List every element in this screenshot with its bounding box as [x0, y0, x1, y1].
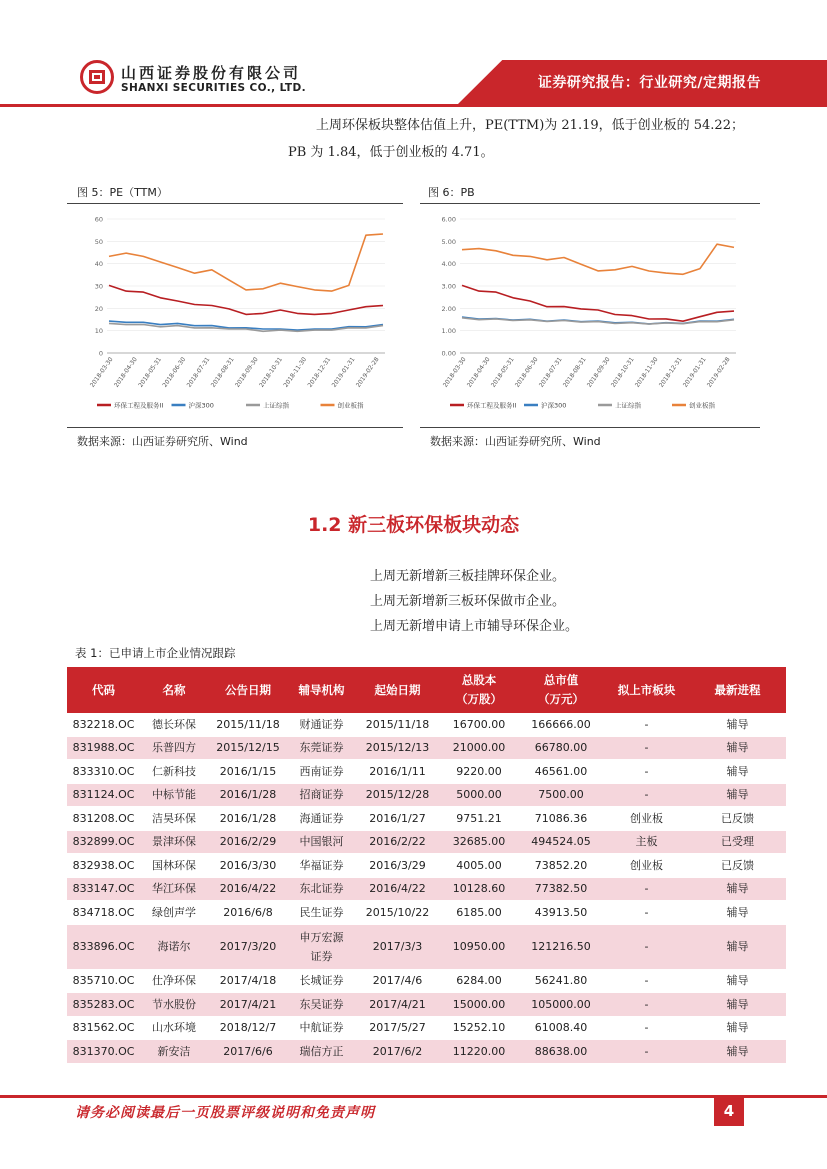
table-cell: 2015/11/18	[208, 713, 288, 736]
pb-chart	[420, 205, 760, 425]
table-cell: 2017/4/21	[208, 993, 288, 1017]
table-cell: 国林环保	[140, 854, 208, 878]
y-tick-label: 30	[94, 282, 103, 291]
table-cell: 2017/6/2	[355, 1040, 440, 1064]
table-cell: 2016/1/27	[355, 807, 440, 831]
x-tick-label: 2018-06-30	[513, 356, 540, 389]
table-cell: 中国银河	[288, 830, 355, 854]
y-tick-label: 2.00	[441, 304, 456, 313]
figure-5-bottom-rule	[67, 427, 403, 428]
table-cell: 46561.00	[518, 760, 604, 784]
table-cell: 2016/4/22	[355, 877, 440, 901]
table-cell: -	[604, 760, 689, 784]
header-board: 拟上市板块	[604, 667, 689, 713]
x-tick-label: 2019-02-28	[705, 356, 732, 389]
table-cell: 9220.00	[440, 760, 518, 784]
table-cell: 77382.50	[518, 877, 604, 901]
header-tutor: 辅导机构	[288, 667, 355, 713]
legend-label: 环保工程及服务II	[114, 401, 164, 410]
table-cell: 海诺尔	[140, 924, 208, 969]
table-cell: 辅导	[689, 713, 786, 736]
table-row	[67, 877, 786, 901]
table-cell: 辅导	[689, 1016, 786, 1040]
table-cell: 10950.00	[440, 924, 518, 969]
table-cell: 2016/6/8	[208, 901, 288, 925]
table-cell: 494524.05	[518, 830, 604, 854]
legend-label: 沪深300	[541, 401, 567, 410]
table-cell: 已反馈	[689, 807, 786, 831]
table-cell: 43913.50	[518, 901, 604, 925]
table-cell: -	[604, 783, 689, 807]
table-cell: 61008.40	[518, 1016, 604, 1040]
footer-rule	[0, 1095, 827, 1098]
table-cell: 6284.00	[440, 969, 518, 993]
intro-line-1: 上周环保板块整体估值上升，PE(TTM)为 21.19，低于创业板的 54.22；	[316, 118, 744, 133]
x-tick-label: 2018-10-31	[609, 356, 636, 389]
table-cell: 833147.OC	[67, 877, 140, 901]
x-tick-label: 2018-05-31	[137, 356, 164, 389]
series-line-3	[462, 244, 734, 274]
x-tick-label: 2019-01-31	[681, 356, 708, 389]
table-cell: 833310.OC	[67, 760, 140, 784]
x-tick-label: 2018-11-30	[282, 356, 309, 389]
table-cell: 831988.OC	[67, 736, 140, 760]
section-line-3: 上周无新增申请上市辅导环保企业。	[370, 619, 579, 634]
table-cell: 申万宏源证券	[288, 924, 355, 969]
figure-5-caption: 图 5：PE（TTM）	[77, 186, 168, 199]
table-cell: 831208.OC	[67, 807, 140, 831]
header-code: 代码	[67, 667, 140, 713]
table-cell: 2016/3/29	[355, 854, 440, 878]
header-name: 名称	[140, 667, 208, 713]
table-cell: 已反馈	[689, 854, 786, 878]
page-number: 4	[714, 1096, 744, 1126]
table-cell: 已受理	[689, 830, 786, 854]
x-tick-label: 2018-10-31	[258, 356, 284, 389]
company-logo-icon	[80, 60, 114, 94]
table-cell: 节水股份	[140, 993, 208, 1017]
table-cell: 招商证券	[288, 783, 355, 807]
x-tick-label: 2018-08-31	[561, 356, 588, 389]
table-cell: -	[604, 993, 689, 1017]
table-cell: 2017/4/21	[355, 993, 440, 1017]
table-cell: 东北证券	[288, 877, 355, 901]
figure-5-top-rule	[67, 203, 403, 204]
table-cell: 834718.OC	[67, 901, 140, 925]
table-cell: 东莞证券	[288, 736, 355, 760]
table-cell: -	[604, 1016, 689, 1040]
table-cell: 71086.36	[518, 807, 604, 831]
legend-label: 创业板指	[689, 401, 715, 410]
y-tick-label: 40	[94, 260, 103, 269]
report-type: 证券研究报告：行业研究/定期报告	[537, 75, 761, 91]
table-cell: 华福证券	[288, 854, 355, 878]
table-cell: 辅导	[689, 736, 786, 760]
header-start-date: 起始日期	[355, 667, 440, 713]
series-line-0	[462, 285, 734, 321]
table-cell: 32685.00	[440, 830, 518, 854]
table-caption: 表 1：已申请上市企业情况跟踪	[75, 646, 236, 660]
x-tick-label: 2018-12-31	[657, 356, 684, 389]
y-tick-label: 1.00	[441, 327, 456, 336]
x-tick-label: 2018-05-31	[489, 356, 516, 389]
table-cell: 辅导	[689, 901, 786, 925]
y-tick-label: 4.00	[441, 260, 456, 269]
legend-label: 上证综指	[263, 401, 289, 410]
x-tick-label: 2018-12-31	[306, 356, 333, 389]
table-cell: 831124.OC	[67, 783, 140, 807]
table-row	[67, 969, 786, 993]
table-cell: 88638.00	[518, 1040, 604, 1064]
x-tick-label: 2018-04-30	[113, 356, 139, 389]
table-cell: 绿创声学	[140, 901, 208, 925]
x-tick-label: 2018-06-30	[161, 356, 188, 389]
figure-6-source: 数据来源：山西证券研究所、Wind	[430, 435, 601, 448]
figure-6-top-rule	[420, 203, 760, 204]
x-tick-label: 2018-09-30	[585, 356, 612, 389]
table-cell: 东吴证券	[288, 993, 355, 1017]
table-cell: 2016/4/22	[208, 877, 288, 901]
table-row	[67, 807, 786, 831]
series-line-3	[109, 234, 383, 291]
table-cell: 瑞信方正	[288, 1040, 355, 1064]
table-row	[67, 736, 786, 760]
x-tick-label: 2019-01-31	[330, 356, 357, 389]
table-cell: -	[604, 924, 689, 969]
table-cell: 辅导	[689, 924, 786, 969]
table-cell: 2017/4/6	[355, 969, 440, 993]
table-cell: 166666.00	[518, 713, 604, 736]
table-cell: 832938.OC	[67, 854, 140, 878]
y-tick-label: 0	[98, 349, 103, 358]
table-cell: 11220.00	[440, 1040, 518, 1064]
table-cell: 2016/1/28	[208, 807, 288, 831]
listing-tracking-table	[67, 667, 786, 1064]
table-cell: 民生证券	[288, 901, 355, 925]
table-cell: 德长环保	[140, 713, 208, 736]
table-cell: 2015/11/18	[355, 713, 440, 736]
table-cell: 66780.00	[518, 736, 604, 760]
table-cell: 2017/4/18	[208, 969, 288, 993]
figure-6-bottom-rule	[420, 427, 760, 428]
table-cell: 海通证券	[288, 807, 355, 831]
table-cell: 5000.00	[440, 783, 518, 807]
table-row	[67, 1040, 786, 1064]
figure-6-caption: 图 6：PB	[428, 186, 475, 199]
table-cell: 长城证券	[288, 969, 355, 993]
table-cell: -	[604, 1040, 689, 1064]
table-cell: 73852.20	[518, 854, 604, 878]
table-cell: 西南证券	[288, 760, 355, 784]
table-cell: 中标节能	[140, 783, 208, 807]
table-cell: 财通证券	[288, 713, 355, 736]
section-line-2: 上周无新增新三板环保做市企业。	[370, 594, 566, 609]
table-cell: -	[604, 969, 689, 993]
y-tick-label: 5.00	[441, 237, 456, 246]
y-tick-label: 20	[94, 304, 103, 313]
table-cell: 833896.OC	[67, 924, 140, 969]
table-cell: 辅导	[689, 760, 786, 784]
table-cell: 21000.00	[440, 736, 518, 760]
table-cell: 仁新科技	[140, 760, 208, 784]
table-cell: 832218.OC	[67, 713, 140, 736]
table-cell: 2016/1/28	[208, 783, 288, 807]
table-cell: 辅导	[689, 993, 786, 1017]
header-progress: 最新进程	[689, 667, 786, 713]
table-cell: 831370.OC	[67, 1040, 140, 1064]
table-cell: 831562.OC	[67, 1016, 140, 1040]
table-cell: 121216.50	[518, 924, 604, 969]
table-cell: 中航证券	[288, 1016, 355, 1040]
table-cell: 辅导	[689, 969, 786, 993]
figure-5-source: 数据来源：山西证券研究所、Wind	[77, 435, 248, 448]
table-cell: 创业板	[604, 807, 689, 831]
table-cell: 56241.80	[518, 969, 604, 993]
table-cell: 辅导	[689, 1040, 786, 1064]
table-cell: 15252.10	[440, 1016, 518, 1040]
header-market-value: 总市值（万元）	[518, 667, 604, 713]
x-tick-label: 2018-08-31	[209, 356, 236, 389]
table-row	[67, 713, 786, 736]
table-cell: 832899.OC	[67, 830, 140, 854]
table-cell: 105000.00	[518, 993, 604, 1017]
table-cell: 新安洁	[140, 1040, 208, 1064]
footer-disclaimer: 请务必阅读最后一页股票评级说明和免责声明	[75, 1105, 375, 1121]
table-cell: -	[604, 877, 689, 901]
table-cell: 2017/3/20	[208, 924, 288, 969]
x-tick-label: 2018-03-30	[88, 356, 115, 389]
header-rule	[0, 104, 827, 107]
table-cell: 2016/3/30	[208, 854, 288, 878]
table-cell: -	[604, 713, 689, 736]
company-name-en: SHANXI SECURITIES CO., LTD.	[121, 82, 306, 94]
legend-label: 创业板指	[337, 401, 364, 410]
table-row	[67, 901, 786, 925]
y-tick-label: 50	[94, 237, 103, 246]
table-cell: 2016/2/22	[355, 830, 440, 854]
table-row	[67, 830, 786, 854]
table-cell: 2015/12/15	[208, 736, 288, 760]
y-tick-label: 3.00	[441, 282, 456, 291]
table-cell: 2015/12/13	[355, 736, 440, 760]
table-cell: 6185.00	[440, 901, 518, 925]
table-cell: 4005.00	[440, 854, 518, 878]
table-cell: 835283.OC	[67, 993, 140, 1017]
header-total-shares: 总股本（万股）	[440, 667, 518, 713]
table-cell: 9751.21	[440, 807, 518, 831]
table-cell: 2015/10/22	[355, 901, 440, 925]
table-cell: 山水环境	[140, 1016, 208, 1040]
x-tick-label: 2018-07-31	[537, 356, 564, 389]
table-cell: 洁昊环保	[140, 807, 208, 831]
x-tick-label: 2018-04-30	[465, 356, 492, 389]
legend-label: 环保工程及服务II	[467, 401, 517, 410]
section-title: 1.2 新三板环保板块动态	[307, 514, 520, 536]
x-tick-label: 2018-03-30	[441, 356, 468, 389]
table-row	[67, 1016, 786, 1040]
table-cell: 2016/2/29	[208, 830, 288, 854]
table-row	[67, 760, 786, 784]
table-cell: 2018/12/7	[208, 1016, 288, 1040]
table-cell: 仕净环保	[140, 969, 208, 993]
table-cell: 16700.00	[440, 713, 518, 736]
table-cell: 景津环保	[140, 830, 208, 854]
table-cell: 7500.00	[518, 783, 604, 807]
table-cell: -	[604, 736, 689, 760]
table-cell: 辅导	[689, 783, 786, 807]
table-cell: 2016/1/15	[208, 760, 288, 784]
table-row	[67, 854, 786, 878]
y-tick-label: 60	[94, 215, 103, 224]
table-cell: 2017/6/6	[208, 1040, 288, 1064]
table-cell: 辅导	[689, 877, 786, 901]
intro-line-2: PB 为 1.84，低于创业板的 4.71。	[288, 145, 494, 160]
y-tick-label: 10	[94, 327, 103, 336]
table-header-row	[67, 667, 786, 713]
x-tick-label: 2018-09-30	[233, 356, 260, 389]
section-line-1: 上周无新增新三板挂牌环保企业。	[370, 569, 566, 584]
table-cell: 乐普四方	[140, 736, 208, 760]
table-cell: 2016/1/11	[355, 760, 440, 784]
table-cell: 10128.60	[440, 877, 518, 901]
y-tick-label: 6.00	[441, 215, 456, 224]
table-cell: 创业板	[604, 854, 689, 878]
pe-ttm-chart	[67, 205, 403, 425]
y-tick-label: 0.00	[441, 349, 456, 358]
table-row	[67, 783, 786, 807]
table-row	[67, 924, 786, 969]
table-cell: 835710.OC	[67, 969, 140, 993]
legend-label: 沪深300	[188, 401, 214, 410]
company-name-cn: 山西证券股份有限公司	[121, 64, 302, 82]
table-cell: -	[604, 901, 689, 925]
x-tick-label: 2018-11-30	[633, 356, 660, 389]
legend-label: 上证综指	[615, 401, 641, 410]
table-cell: 华江环保	[140, 877, 208, 901]
table-cell: 主板	[604, 830, 689, 854]
header-announce-date: 公告日期	[208, 667, 288, 713]
table-row	[67, 993, 786, 1017]
table-cell: 15000.00	[440, 993, 518, 1017]
table-cell: 2017/5/27	[355, 1016, 440, 1040]
x-tick-label: 2019-02-28	[354, 356, 381, 389]
x-tick-label: 2018-07-31	[185, 356, 212, 389]
table-cell: 2017/3/3	[355, 924, 440, 969]
table-cell: 2015/12/28	[355, 783, 440, 807]
